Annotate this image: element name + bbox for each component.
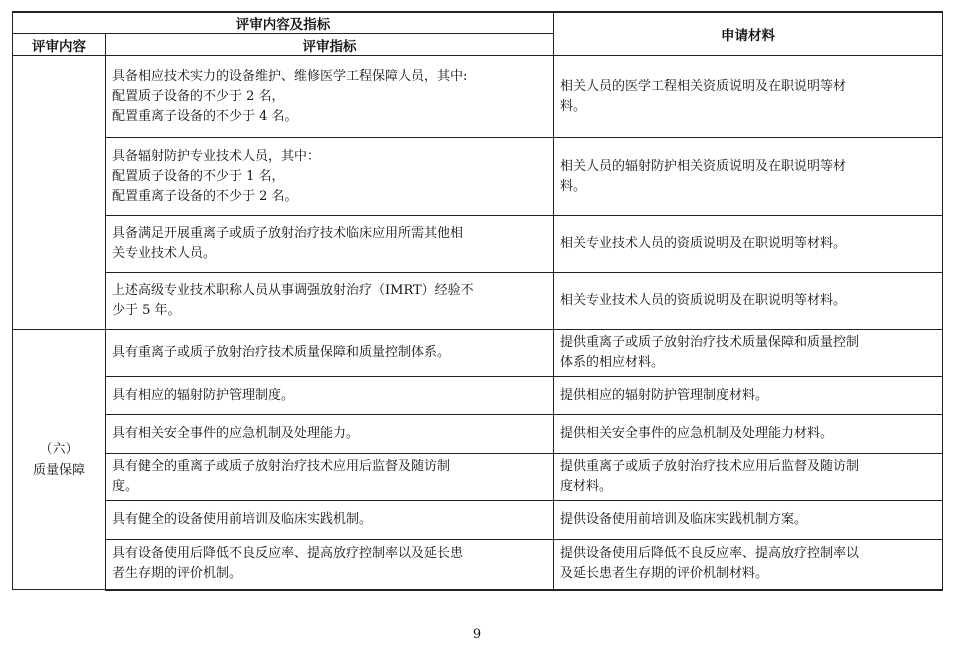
- material-cell: [554, 454, 943, 501]
- material-cell: [554, 273, 943, 330]
- indicator-line: 具有重离子或质子放射治疗技术质量保障和质量控制体系。: [112, 345, 451, 360]
- table-row: [13, 540, 943, 590]
- indicator-line: 具有设备使用后降低不良反应率、提高放疗控制率以及延长患: [112, 546, 464, 562]
- category-title: 质量保障: [32, 462, 85, 478]
- material-line: 相关人员的医学工程相关资质说明及在职说明等材: [560, 78, 847, 94]
- indicator-line: 配置重离子设备的不少于 4 名。: [112, 108, 298, 124]
- page-number: 9: [472, 627, 482, 642]
- material-line: 体系的相应材料。: [560, 355, 665, 370]
- material-cell: [554, 56, 943, 138]
- indicator-cell: [106, 138, 554, 216]
- material-line: 提供相应的辐射防护管理制度材料。: [560, 387, 769, 403]
- header-indicator: 评审指标: [106, 34, 554, 56]
- table-row: [13, 454, 943, 501]
- indicator-line: 具备辐射防护专业技术人员，其中：: [112, 148, 321, 164]
- indicator-line: 具有相关安全事件的应急机制及处理能力。: [112, 426, 360, 441]
- material-cell: [554, 415, 943, 454]
- table-row: [13, 415, 943, 454]
- table-row: [13, 138, 943, 216]
- indicator-cell: [106, 56, 554, 138]
- header-content: 评审内容: [13, 34, 106, 56]
- table-row: [13, 377, 943, 415]
- indicator-cell: [106, 377, 554, 415]
- indicator-line: 配置质子设备的不少于 1 名，: [112, 168, 285, 184]
- indicator-cell: [106, 273, 554, 330]
- indicator-line: 关专业技术人员。: [112, 246, 217, 261]
- indicator-line: 具有健全的重离子或质子放射治疗技术应用后监督及随访制: [112, 459, 451, 474]
- material-cell: [554, 138, 943, 216]
- indicator-line: 配置质子设备的不少于 2 名，: [112, 88, 285, 104]
- indicator-line: 上述高级专业技术职称人员从事调强放射治疗（IMRT）经验不: [112, 283, 474, 298]
- table-row: [13, 273, 943, 330]
- table-row: [13, 330, 943, 377]
- material-line: 料。: [560, 178, 587, 194]
- indicator-cell: [106, 454, 554, 501]
- material-cell: [554, 377, 943, 415]
- material-cell: [554, 501, 943, 540]
- indicator-line: 具有相应的辐射防护管理制度。: [112, 387, 295, 403]
- indicator-line: 具备相应技术实力的设备维护、维修医学工程保障人员，其中:: [112, 68, 468, 84]
- category-cell: [13, 56, 106, 330]
- material-line: 提供相关安全事件的应急机制及处理能力材料。: [560, 426, 834, 441]
- material-line: 度材料。: [560, 479, 613, 494]
- material-cell: [554, 216, 943, 273]
- material-line: 提供设备使用后降低不良反应率、提高放疗控制率以: [560, 546, 860, 562]
- header-material: 申请材料: [554, 12, 943, 56]
- indicator-cell: [106, 330, 554, 377]
- criteria-table: [12, 11, 943, 591]
- indicator-cell: [106, 415, 554, 454]
- material-line: 及延长患者生存期的评价机制材料。: [560, 566, 769, 582]
- table-row: [13, 216, 943, 273]
- indicator-line: 者生存期的评价机制。: [112, 566, 243, 582]
- indicator-cell: [106, 216, 554, 273]
- indicator-line: 少于 5 年。: [112, 303, 181, 318]
- indicator-line: 具有健全的设备使用前培训及临床实践机制。: [112, 512, 373, 527]
- material-line: 料。: [560, 98, 587, 114]
- material-line: 提供设备使用前培训及临床实践机制方案。: [560, 512, 808, 527]
- material-line: 提供重离子或质子放射治疗技术应用后监督及随访制: [560, 459, 860, 474]
- material-line: 相关人员的辐射防护相关资质说明及在职说明等材: [560, 158, 847, 174]
- indicator-line: 具备满足开展重离子或质子放射治疗技术临床应用所需其他相: [112, 226, 464, 241]
- material-cell: [554, 330, 943, 377]
- indicator-cell: [106, 540, 554, 590]
- indicator-cell: [106, 501, 554, 540]
- header-group-title: 评审内容及指标: [13, 12, 554, 34]
- table-row: [13, 501, 943, 540]
- material-line: 相关专业技术人员的资质说明及在职说明等材料。: [560, 236, 847, 251]
- material-cell: [554, 540, 943, 590]
- category-cell: [13, 330, 106, 590]
- indicator-line: 配置重离子设备的不少于 2 名。: [112, 188, 298, 204]
- material-line: 提供重离子或质子放射治疗技术质量保障和质量控制: [560, 335, 860, 350]
- table-row: [13, 56, 943, 138]
- material-line: 相关专业技术人员的资质说明及在职说明等材料。: [560, 293, 847, 308]
- indicator-line: 度。: [112, 479, 139, 494]
- category-number: （六）: [39, 441, 79, 457]
